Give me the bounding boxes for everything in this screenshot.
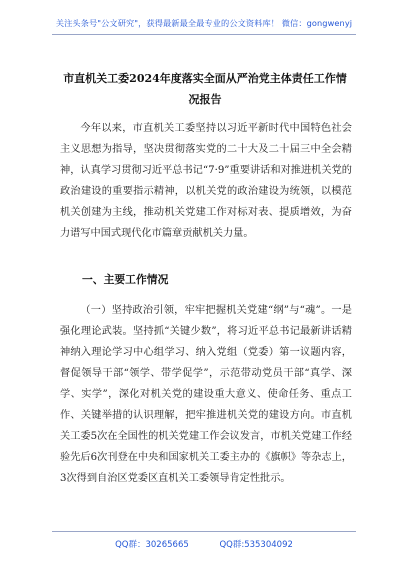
footer-qq-group-1: QQ群：30265665: [115, 540, 189, 550]
paragraph-intro: 今年以来，市直机关工委坚持以习近平新时代中国特色社会主义思想为指导，坚决贯彻落实党的二十大及二十届三中全会精神，认真学习贯彻习近平总书记“7·9”重要讲话和对推进机关党的政治建设的重要指示精神，以机关党的政治建设为统领，以模范机关创建为主线，推动机关党建工作对标对表、提质增效，为奋力谱写中国式现代化市篇章贡献机关力量。: [60, 123, 352, 239]
header-promo-note: 关注头条号"公文研究"，获得最新最全最专业的公文资料库！ 微信：gongwenyj: [55, 18, 353, 28]
footer-qq-group-2: QQ群:535304092: [219, 540, 293, 550]
footer-qq-groups: [0, 538, 408, 550]
paragraph-political-guidance: （一）坚持政治引领，牢牢把握机关党建“纲”与“魂”。一是强化理论武装。坚持抓“关键少数”，将习近平总书记最新讲话精神纳入理论学习中心组学习、纳入党组（党委）第一议题内容，督促领导干部“领学、带学促学”，示范带动党员干部“真学、深学、实学”，深化对机关党的建设重大意义、使命任务、重点工作、关键举措的认识理解，把牢推进机关党的建设方向。市直机关工委5次在全国性的机关党建工作会议发言，市机关党建工作经验先后6次刊登在中央和国家机关工委主办的《旗帜》等杂志上，3次得到自治区党委区直机关工委领导肯定性批示。: [60, 305, 352, 484]
document-title: 市直机关工委2024年度落实全面从严治党主体责任工作情况报告: [63, 72, 347, 106]
header-divider: [52, 34, 356, 35]
footer-divider: [52, 531, 356, 532]
section-heading: 一、主要工作情况: [82, 273, 169, 286]
